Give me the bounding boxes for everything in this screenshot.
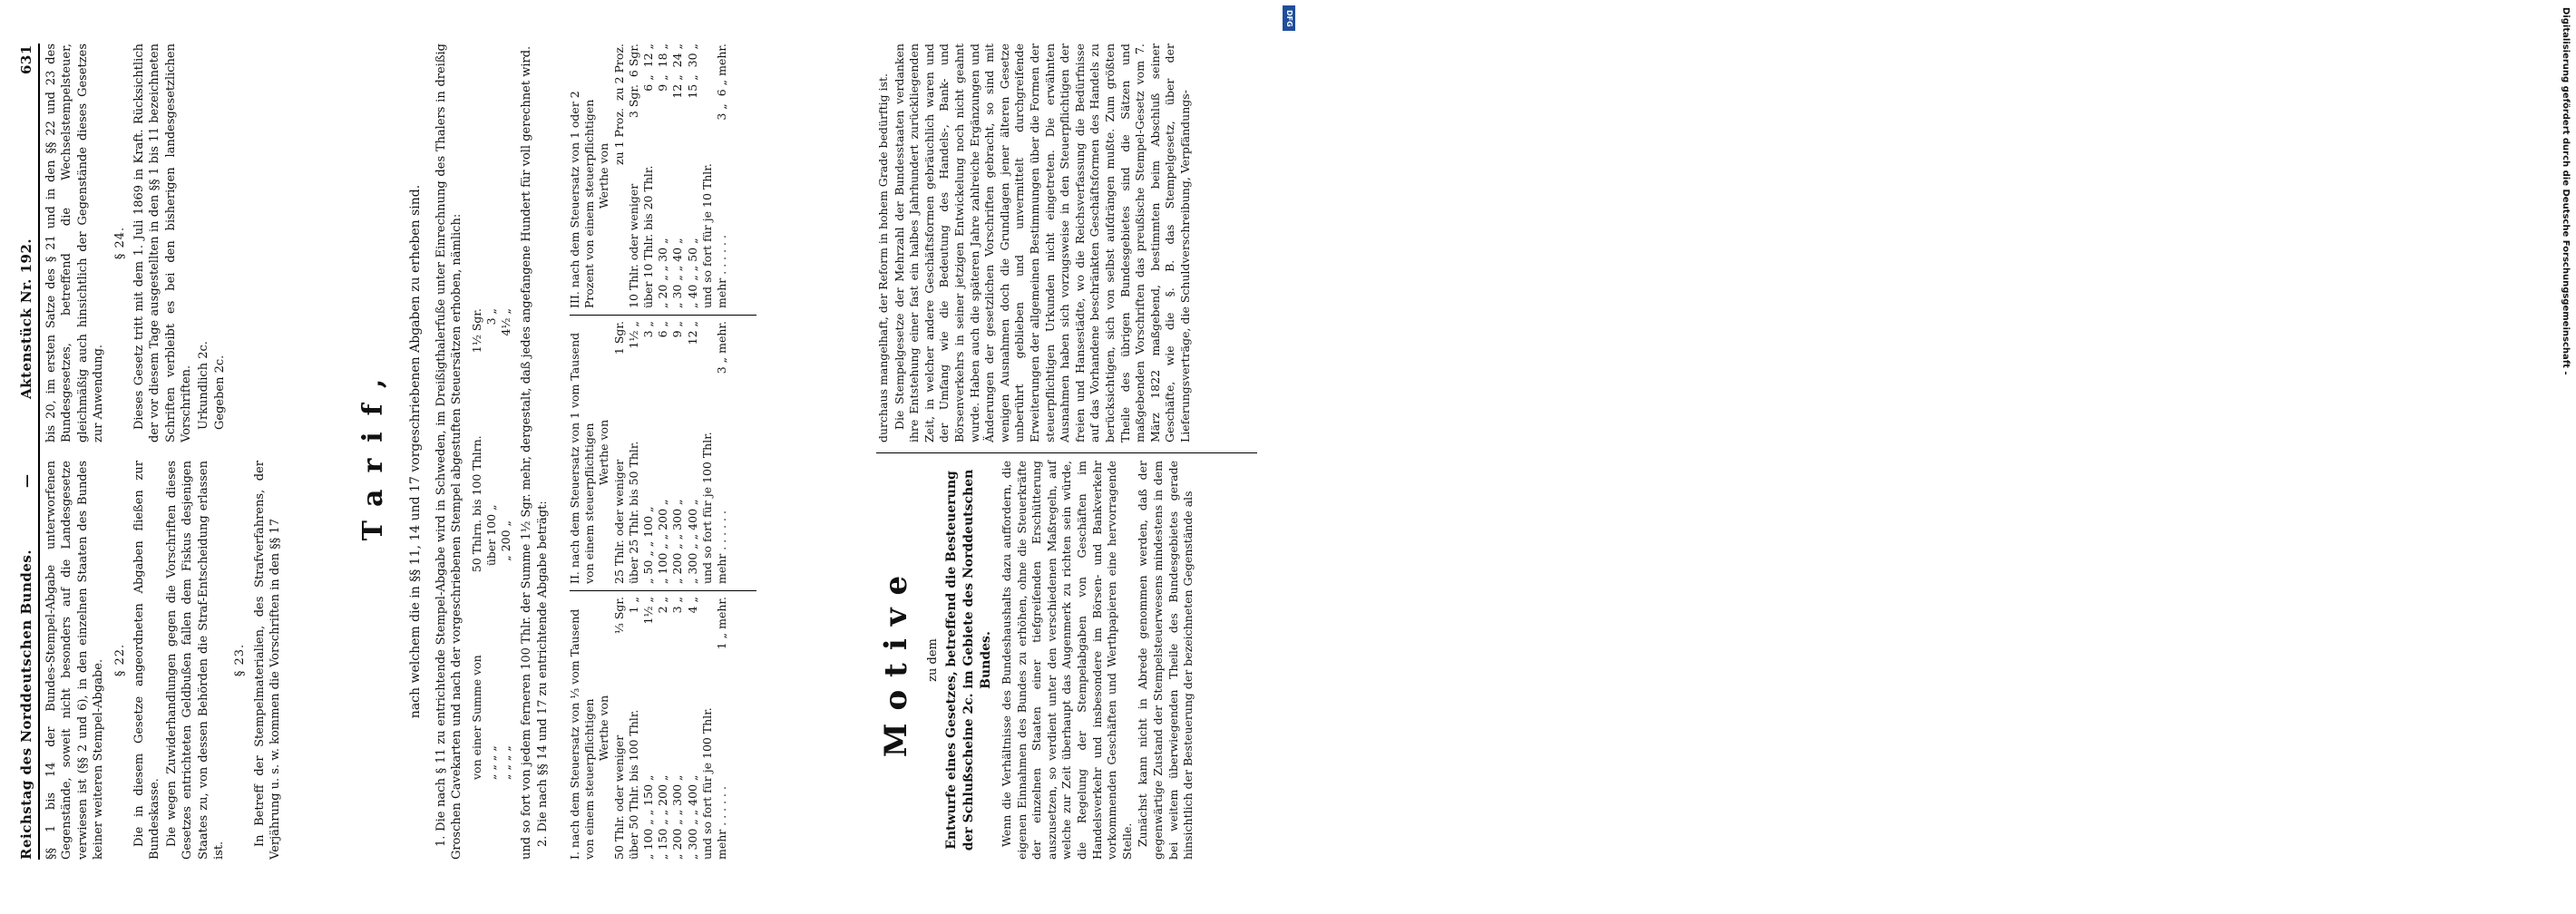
tarif-body-2: [519, 44, 552, 860]
header-rule: [38, 44, 40, 860]
dfg-logo: DFG: [1283, 5, 1295, 31]
tarif-subtitle: nach welchem die in §§ 11, 14 und 17 vorgeschriebenen Abgaben zu erheben sind.: [408, 184, 423, 719]
table-row: 50 Thlr. oder weniger ⅓ Sgr.: [611, 597, 626, 860]
table-row: über 10 Thlr. bis 20 Thlr. 6 „ 12 „: [641, 44, 656, 308]
table-1-heading: I. nach dem Steuersatz von ⅓ vom Tausend von einem steuerpflichtigen: [568, 608, 597, 860]
section-24: § 24.: [112, 226, 127, 260]
section-22: § 22.: [112, 643, 127, 677]
motive-paragraph-2: Zunächst kann nicht in Abrede genommen werden, daß der gegenwärtige Zustand der Stempelsteuerwesens mindestens in dem bei weitem überwiegenden Theile des Bundesgebietes gerade hinsichtlich der Besteuerung der bezeichneten Gegenstände als: [1136, 461, 1195, 860]
section-23: § 23.: [233, 643, 248, 677]
table-row: mehr . . . . . . 3 „ mehr.: [715, 321, 729, 584]
table-row: 25 Thlr. oder weniger 1 Sgr.: [611, 321, 626, 584]
table-1-subheading: Werthe von: [597, 695, 611, 762]
table-3-subheading: Werthe von: [597, 142, 611, 209]
table-3-column-headers: zu 1 Proz. zu 2 Proz.: [611, 44, 626, 165]
table-3-heading: III. nach dem Steuersatz von 1 oder 2 Prozent von einem steuerpflichtigen: [568, 91, 597, 308]
table-row: mehr . . . . . . 3 „ 6 „ mehr.: [715, 44, 729, 308]
table-row: „ 50 „ „ 100 „ 3 „: [641, 321, 656, 584]
document-reference: Aktenstück Nr. 192.: [18, 238, 34, 399]
table-row: „ 100 „ „ 150 „ 1½ „: [641, 597, 656, 860]
gegeben: Gegeben 2c.: [213, 355, 228, 430]
motive-title: Motive: [878, 562, 914, 758]
section-22-text-2: Die wegen Zuwiderhandlungen gegen die Vorschriften dieses Gesetzes entrichteten Geldbußen fallen dem Fiskus desjenigen Staates zu, von dessen Behörden die Straf-Entscheidung erlassen ist.: [164, 461, 227, 860]
header-dash: —: [18, 473, 34, 488]
table-row: „ 300 „ „ 400 „ 4 „: [685, 597, 699, 860]
tarif-title: Tarif,: [357, 362, 389, 541]
tarif-body: [434, 44, 466, 860]
section-23-text: In Betreff der Stempelmaterialien, des Strafverfahrens, der Verjährung u. s. w. kommen die Vorschriften in den §§ 17: [252, 461, 283, 860]
table-row: mehr . . . . . . 1 „ mehr.: [715, 597, 729, 860]
motive-paragraph-3: durchaus mangelhaft, der Reform in hohem Grade bedürftig ist.: [876, 73, 890, 442]
digitization-strip: [1277, 0, 2571, 907]
motive-zu: zu dem: [926, 638, 940, 682]
right-column: [44, 44, 229, 442]
page-number: 631: [18, 44, 34, 74]
tarif-scale: [470, 308, 514, 780]
right-paragraph-1: bis 20, im ersten Satze des § 21 und in den §§ 22 und 23 des Bundesgesetzes, betreffend die Wechselstempelsteuer, gleichmäßig auch hinsichtlich der Gegenstände dieses Gesetzes zur Anwendung.: [44, 44, 106, 442]
table-row: über 25 Thlr. bis 50 Thlr. 1½ „: [626, 321, 640, 584]
table-divider: [570, 590, 756, 591]
motive-right-text: [876, 44, 1194, 442]
tarif-paragraph-3: 2. Die nach §§ 14 und 17 zu entrichtende Abgabe beträgt:: [536, 501, 551, 847]
table-row: und so fort für je 100 Thlr.: [699, 432, 714, 584]
column-divider: [876, 452, 1257, 453]
scale-row: von einer Summe von 50 Thlrn. bis 100 Thlrn. 1½ Sgr.: [470, 308, 483, 780]
section-24-text: Dieses Gesetz tritt mit dem 1. Juli 1869 in Kraft. Rücksichtlich der vor diesem Tage ausgestellten in den §§ 1 bis 11 bezeichneten Schriften verbleibt es bei den bisherigen landesgesetzlichen Vorschriften.: [132, 44, 194, 442]
scale-row: „ „ „ „ „ 200 „ 4½ „: [499, 308, 513, 780]
motive-paragraph-4: Die Stempelgesetze der Mehrzahl der Bundesstaaten verdanken ihre Entstehung einer fast ein halbes Jahrhundert zurückliegenden Zeit, in welcher andere Geschäftsformen gebräuchlich waren und der Umfang wie die Bedeutung des Handels-, Bank- und Börsenverkehrs in seiner jetzigen Entwickelung noch nicht geahnt wurde. Haben auch die späteren Jahre zahlreiche Ergänzungen und Änderungen der gesetzlichen Vorschriften gebracht, so sind mit wenigen Ausnahmen doch die Grundlagen jener älteren Gesetze unberührt geblieben und unvermittelt durchgreifende Erweiterungen der allgemeinen Bestimmungen über die Formen der steuerpflichtigen Urkunden nicht eingetreten. Die erwähnten Ausnahmen haben sich vorzugsweise in den Steuerpflichtigen der freien und Hansestädte, wo die Reichsverfassung die Bedürfnisse auf das Vorhandene beschränkten Geschäftsformen des Handels zu berücksichtigen, sich von selbst aufdrängen mußte. Zum größten Theile des übrigen Bundesgebietes sind die Sätzen und maßgebenden Vorschriften das preußische Stempel-Gesetz vom 7. März 1822 maßgebend, bestimmten beim Abschluß seiner Geschäfte, wie die §. B. das Stempelgesetz, über der Lieferungsverträge, die Schuldverschreibung, Verpfändungs-: [892, 44, 1192, 442]
digitization-note: Digitalisierung gefördert durch die Deutsche Forschungsgemeinschaft -: [2561, 7, 2571, 375]
table-divider: [570, 315, 756, 316]
tarif-paragraph-1: 1. Die nach § 11 zu entrichtende Stempel-Abgabe wird in Schweden, im Dreißigthalerfuße unter Einrechnung des Thalers in dreißig Groschen Cavekarten und nach der vorgeschriebenen Stempel abgestuften Steuersätzen erhoben, nämlich:: [434, 44, 464, 860]
table-row: und so fort für je 100 Thlr.: [699, 707, 714, 860]
table-row: „ 150 „ „ 200 „ 2 „: [656, 597, 670, 860]
tax-table-3: [568, 44, 729, 308]
table-row: über 50 Thlr. bis 100 Thlr. 1 „: [626, 597, 640, 860]
section-22-text-1: Die in diesem Gesetze angeordneten Abgaben fließen zur Bundeskasse.: [132, 461, 162, 860]
motive-left-text: [1000, 461, 1197, 860]
urkundlich: Urkundlich 2c.: [196, 341, 210, 430]
table-row: „ 40 „ „ 50 „ 15 „ 30 „: [685, 44, 699, 308]
table-2-subheading: Werthe von: [597, 419, 611, 486]
table-row: „ 30 „ „ 40 „ 12 „ 24 „: [670, 44, 685, 308]
table-row: „ 20 „ „ 30 „ 9 „ 18 „: [656, 44, 670, 308]
table-row: „ 300 „ „ 400 „ 12 „: [685, 321, 699, 584]
tax-table-1: [568, 597, 729, 860]
table-row: „ 100 „ „ 200 „ 6 „: [656, 321, 670, 584]
tax-table-2: [568, 321, 729, 584]
table-row: „ 200 „ „ 300 „ 3 „: [670, 597, 685, 860]
running-title: Reichstag des Norddeutschen Bundes.: [18, 549, 34, 860]
table-2-heading: II. nach dem Steuersatz von 1 vom Tausend von einem steuerpflichtigen: [568, 332, 597, 584]
left-paragraph-1: §§ 1 bis 14 der Bundes-Stempel-Abgabe unterworfenen Gegenstände, soweit nicht besonders auf die Landesgesetze verwiesen ist (§§ 2 und 6), in den einzelnen Staaten des Bundes keiner weiteren Stempel-Abgabe.: [44, 461, 106, 860]
motive-heading: Entwurfe eines Gesetzes, betreffend die Besteuerung der Schlußscheine 2c. im Gebiete des Norddeutschen Bundes.: [944, 469, 993, 851]
left-column: [44, 461, 285, 860]
table-row: und so fort für je 10 Thlr.: [699, 163, 714, 308]
motive-paragraph-1: Wenn die Verhältnisse des Bundeshaushalts dazu auffordern, die eigenen Einnahmen des Bundes zu erhöhen, ohne die Steuerkräfte der einzelnen Staaten einer tiefgreifenden Erschütterung auszusetzen, so verdient unter den verschiedenen Maßregeln, auf welche zur Zeit überhaupt das Augenmerk zu richten sein würde, die Regelung der Stempelabgaben von Geschäften im Handelsverkehr und insbesondere im Börsen- und Bankverkehr vorkommenden Geschäften und Werthpapieren eine hervorragende Stelle.: [1000, 461, 1134, 860]
scale-row: „ „ „ „ über 100 „ 3 „: [484, 308, 499, 780]
tarif-paragraph-2: und so fort von jedem ferneren 100 Thlr. der Summe 1½ Sgr. mehr, dergestalt, daß jedes angefangene Hundert für voll gerechnet wird.: [520, 45, 533, 860]
table-row: „ 200 „ „ 300 „ 9 „: [670, 321, 685, 584]
table-row: 10 Thlr. oder weniger 3 Sgr. 6 Sgr.: [626, 44, 640, 308]
